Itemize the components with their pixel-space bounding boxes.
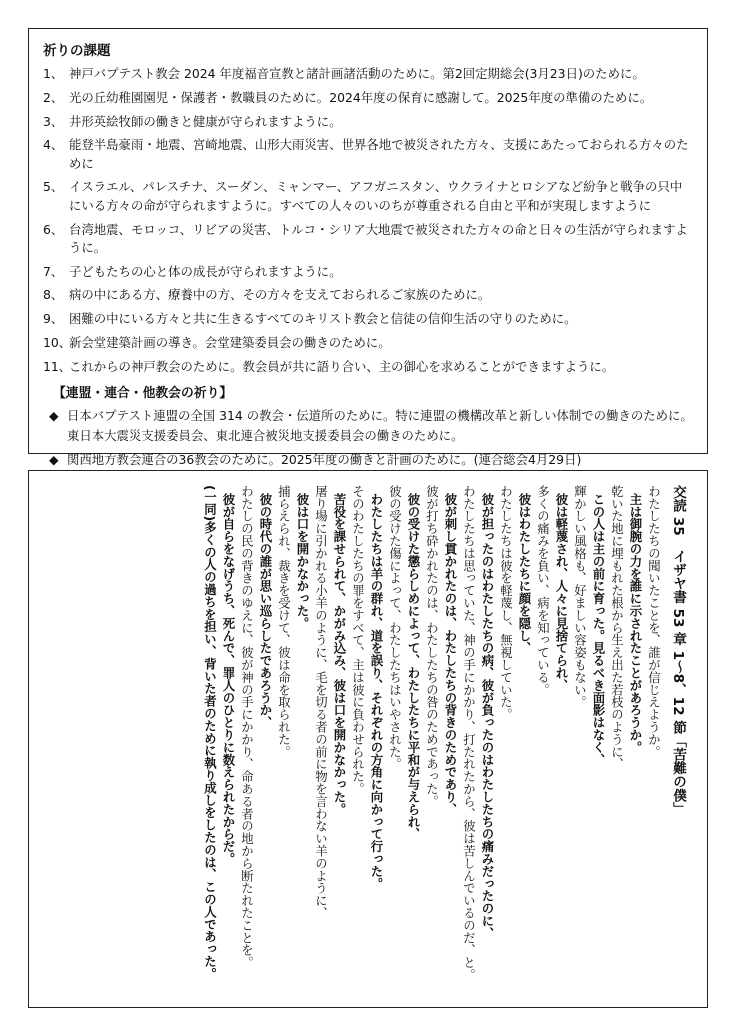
reading-line: (一同)多くの人の過ちを担い、背いた者のために執り成しをしたのは、この人であった。 (202, 485, 218, 980)
prayer-item-number: 2、 (43, 89, 64, 105)
prayer-item (43, 65, 693, 83)
prayer-item-text: イスラエル、パレスチナ、スーダン、ミャンマー、アフガニスタン、ウクライナとロシアなど紛争と戦争の只中にいる方々の命が守られますように。すべての人々のいのちが尊重される自由と平和が実現しますように (69, 179, 683, 213)
prayer-item-number: 11、 (43, 358, 72, 374)
reading-line: 屠り場に引かれる小羊のように、毛を切る者の前に物を言わない羊のように、 (313, 485, 329, 919)
reading-line: わたしたちは彼を軽蔑し、無視していた。 (498, 485, 514, 721)
prayer-item-text: 能登半島豪雨・地震、宮崎地震、山形大雨災害、世界各地で被災された方々、支援にあたっておられる方々のために (69, 137, 689, 171)
prayer-item (43, 136, 693, 173)
reading-line: 彼が担ったのはわたしたちの病、彼が負ったのはわたしたちの痛みだったのに、 (480, 493, 495, 940)
union-prayer-list (43, 406, 693, 470)
prayer-topics-box (28, 28, 708, 467)
reading-line: この人は主の前に育った。見るべき面影はなく、 (591, 493, 606, 766)
prayer-item-number: 7、 (43, 263, 64, 279)
union-prayer-text: 関西地方教会連合の36教会のために。2025年度の働きと計画のために。(連合総会4月29日) (67, 451, 582, 467)
reading-line: わたしたちの聞いたことを、誰が信じえようか。 (646, 485, 662, 758)
reading-line: わたしたちは羊の群れ、道を誤り、それぞれの方角に向かって行った。 (369, 493, 384, 890)
prayer-item (43, 310, 693, 328)
reading-line: 彼の受けた傷によって、わたしたちはいやされた。 (387, 485, 403, 771)
reading-line: わたしたちは思っていた、神の手にかかり、打たれたから、彼は苦しんでいるのだ、と。 (461, 485, 477, 981)
reading-line: そのわたしたちの罪をすべて、主は彼に負わせられた。 (350, 485, 366, 795)
reading-heading: 交読 35 イザヤ書 53 章 1～8、12 節「苦難の僕」 (670, 485, 686, 816)
reading-line: 多くの痛みを負い、病を知っている。 (535, 485, 551, 696)
prayer-item-number: 1、 (43, 66, 64, 81)
prayer-item-text: 困難の中にいる方々と共に生きるすべてのキリスト教会と信徒の信仰生活の守りのために。 (69, 311, 577, 327)
prayer-item (43, 89, 693, 107)
reading-line: わたしの民の背きのゆえに、彼が神の手にかかり、命ある者の地から断たれたことを。 (239, 485, 255, 969)
reading-line: 捕らえられ、裁きを受けて、彼は命を取られた。 (276, 485, 292, 758)
prayer-item-number: 5、 (43, 179, 64, 195)
reading-line: 彼が自らをなげうち、死んで、罪人のひとりに数えられたからだ。 (221, 493, 236, 865)
union-prayer-title: 【連盟・連合・他教会の祈り】 (53, 385, 233, 401)
prayer-item (43, 286, 693, 304)
prayer-item-text: 子どもたちの心と体の成長が守られますように。 (69, 263, 342, 279)
prayer-item-number: 4、 (43, 137, 64, 153)
responsive-reading-text (200, 485, 687, 990)
prayer-list (43, 65, 693, 376)
diamond-bullet-icon: ◆ (49, 407, 59, 423)
prayer-item-number: 9、 (43, 311, 64, 327)
union-prayer-item (43, 406, 693, 446)
prayer-item-number: 10、 (43, 335, 72, 351)
diamond-bullet-icon: ◆ (49, 451, 59, 467)
prayer-item-number: 6、 (43, 221, 64, 237)
prayer-item-text: 光の丘幼稚園園児・保護者・教職員のために。2024年度の保育に感謝して。2025年度の準備のために。 (69, 89, 653, 105)
reading-line: 輝かしい風格も、好ましい容姿もない。 (572, 485, 588, 709)
reading-line: 彼はわたしたちに顔を隠し、 (517, 493, 532, 655)
responsive-reading-box (28, 470, 708, 1008)
reading-line: 彼が打ち砕かれたのは、わたしたちの咎のためであった。 (424, 485, 440, 808)
prayer-item-text: 病の中にある方、療養中の方、その方々を支えておられるご家族のために。 (69, 287, 491, 303)
prayer-item (43, 221, 693, 258)
prayer-item (43, 113, 693, 131)
reading-line: 彼は軽蔑され、人々に見捨てられ、 (554, 493, 569, 692)
reading-line: 苦役を課せられて、かがみ込み、彼は口を開かなかった。 (332, 493, 347, 816)
prayer-item (43, 334, 693, 352)
prayer-item-number: 3、 (43, 113, 64, 129)
prayer-item (43, 178, 693, 215)
prayer-item-text: これからの神戸教会のために。教会員が共に語り合い、主の御心を求めることができますように。 (69, 358, 615, 374)
prayer-title: 祈りの課題 (43, 43, 111, 59)
reading-line: 彼の時代の誰が思い巡らしたであろうか、 (258, 493, 273, 729)
union-prayer-item (43, 450, 693, 470)
reading-line: 主は御腕の力を誰に示されたことがあろうか。 (628, 493, 643, 754)
prayer-item-number: 8、 (43, 287, 64, 303)
prayer-item-text: 井形英絵牧師の働きと健康が守られますように。 (69, 113, 342, 129)
prayer-item (43, 263, 693, 281)
union-prayer-text: 日本バプテスト連盟の全国 314 の教会・伝道所のために。特に連盟の機構改革と新しい体制での働きのために。東日本大震災支援委員会、東北連合被災地支援委員会の働きのために。 (67, 407, 693, 443)
reading-line: 彼の受けた懲らしめによって、わたしたちに平和が与えられ、 (406, 493, 421, 841)
prayer-item (43, 358, 693, 376)
prayer-item-text: 神戸バプテスト教会 2024 年度福音宣教と諸計画諸活動のために。第2回定期総会(3月23日)のために。 (69, 66, 645, 81)
reading-line: 彼が刺し貫かれたのは、わたしたちの背きのためであり、 (443, 493, 458, 816)
reading-line: 彼は口を開かなかった。 (295, 493, 310, 630)
prayer-item-text: 新会堂建築計画の導き。会堂建築委員会の働きのために。 (69, 335, 391, 351)
prayer-item-text: 台湾地震、モロッコ、リビアの災害、トルコ・シリア大地震で被災された方々の命と日々の生活が守られますように。 (69, 221, 688, 255)
reading-line: 乾いた地に埋もれた根から生え出た若枝のように、 (609, 485, 625, 771)
